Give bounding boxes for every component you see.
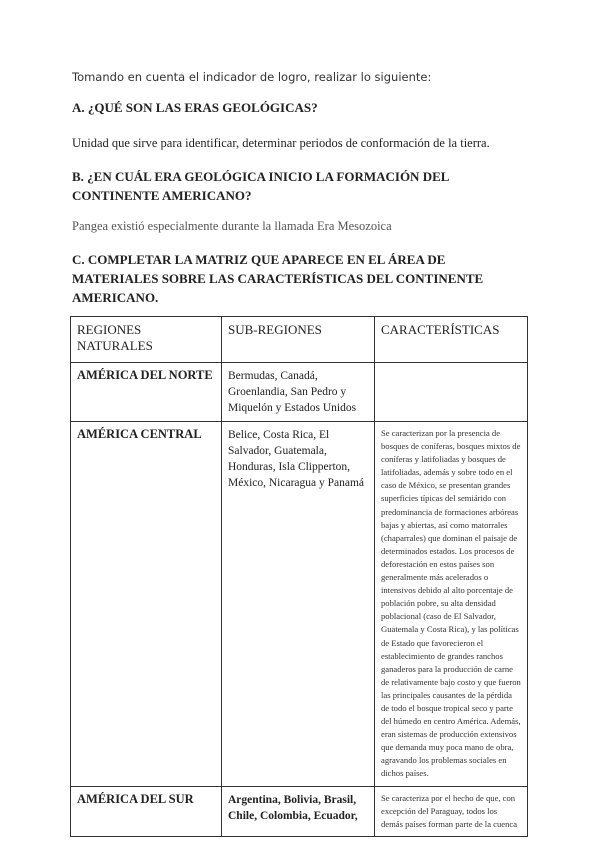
table-header-row xyxy=(71,317,528,363)
region-cell: AMÉRICA DEL SUR xyxy=(71,786,222,836)
subregion-cell: Bermudas, Canadá, Groenlandia, San Pedro y Miquelón y Estados Unidos xyxy=(222,363,375,422)
header-regiones: REGIONES NATURALES xyxy=(71,317,222,363)
question-c: C. COMPLETAR LA MATRIZ QUE APARECE EN EL ÁREA DE MATERIALES SOBRE LAS CARACTERÍSTICAS DEL CONTINENTE AMERICANO. xyxy=(72,252,484,305)
intro-text: Tomando en cuenta el indicador de logro, realizar lo siguiente: xyxy=(72,70,432,84)
characteristics-cell xyxy=(375,363,528,422)
table-row xyxy=(71,786,528,836)
characteristics-cell: Se caracterizan por la presencia de bosques de coníferas, bosques mixtos de coníferas y latifoliadas y bosques de latifoliadas, además y sobre todo en el caso de México, se presentan grandes superficies típicas del semiárido con predominancia de formaciones arbóreas bajas y abiertas, así como matorrales (chaparrales) que dominan el paisaje de determinados estados. Los procesos de deforestación en estos países son generalmente más acelerados o intensivos debido al alto porcentaje de población pobre, su alta densidad poblacional (caso de El Salvador, Guatemala y Costa Rica), y las políticas de Estado que favorecieron el establecimiento de grandes ranchos ganaderos para la producción de carne de relativamente bajo costo y que fueron las principales causantes de la pérdida de todo el bosque tropical seco y parte del húmedo en centro América. Además, eran sistemas de producción extensivos que demanda muy poca mano de obra, agravando los problemas sociales en dichos países. xyxy=(375,422,528,787)
answer-b: Pangea existió especialmente durante la llamada Era Mesozoica xyxy=(72,219,392,233)
regions-table xyxy=(70,316,528,837)
question-a: A. ¿QUÉ SON LAS ERAS GEOLÓGICAS? xyxy=(72,100,318,115)
header-subregiones: SUB-REGIONES xyxy=(222,317,375,363)
table-row xyxy=(71,363,528,422)
table-row xyxy=(71,422,528,787)
header-caracteristicas: CARACTERÍSTICAS xyxy=(375,317,528,363)
subregion-cell: Argentina, Bolivia, Brasil, Chile, Colombia, Ecuador, xyxy=(222,786,375,836)
answer-a: Unidad que sirve para identificar, determinar periodos de conformación de la tierra. xyxy=(72,136,490,150)
characteristics-cell: Se caracteriza por el hecho de que, con excepción del Paraguay, todos los demás países forman parte de la cuenca xyxy=(375,786,528,836)
subregion-cell: Belice, Costa Rica, El Salvador, Guatemala, Honduras, Isla Clipperton, México, Nicaragua y Panamá xyxy=(222,422,375,787)
region-cell: AMÉRICA DEL NORTE xyxy=(71,363,222,422)
region-cell: AMÉRICA CENTRAL xyxy=(71,422,222,787)
question-b: B. ¿EN CUÁL ERA GEOLÓGICA INICIO LA FORMACIÓN DEL CONTINENTE AMERICANO? xyxy=(72,169,449,203)
